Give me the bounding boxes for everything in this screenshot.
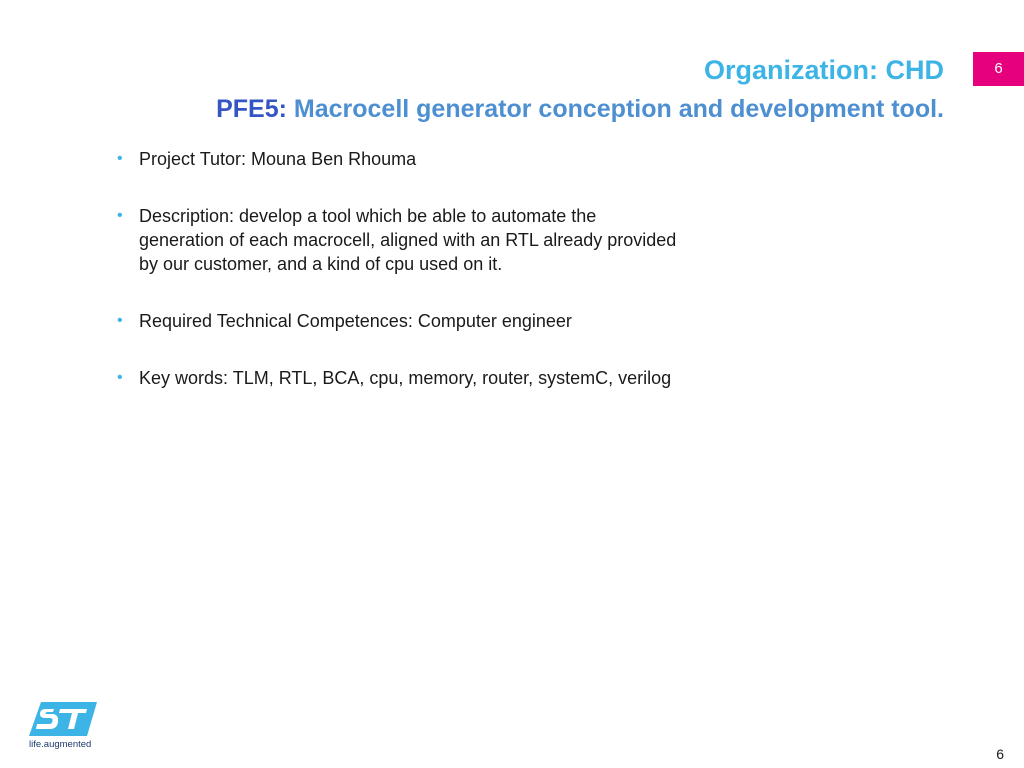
- bullet-item: [117, 309, 677, 333]
- bullet-item: [117, 204, 677, 276]
- st-logo: [27, 700, 99, 752]
- st-logo-icon: [27, 700, 97, 738]
- slide-subtitle: [216, 92, 944, 126]
- bullet-dot-icon: •: [117, 150, 123, 167]
- bullet-item: [117, 366, 677, 390]
- bullet-list: [117, 147, 677, 423]
- bullet-text: Key words: TLM, RTL, BCA, cpu, memory, router, systemC, verilog: [139, 368, 672, 388]
- bullet-dot-icon: •: [117, 312, 123, 329]
- bullet-item: [117, 147, 677, 171]
- bullet-text: Required Technical Competences: Computer engineer: [139, 311, 572, 331]
- slide-title: Organization: CHD: [704, 55, 944, 85]
- bullet-dot-icon: •: [117, 369, 123, 386]
- subtitle-text: Macrocell generator conception and development tool.: [286, 95, 944, 123]
- logo-tagline: life.augmented: [29, 739, 92, 750]
- slide-number-badge: 6: [973, 52, 1024, 86]
- bullet-dot-icon: •: [117, 207, 123, 224]
- subtitle-prefix: PFE5:: [216, 95, 287, 123]
- page-number: 6: [996, 746, 1004, 762]
- bullet-text: Description: develop a tool which be able to automate the generation of each macrocell, aligned with an RTL already provided by our customer, and a kind of cpu used on it.: [139, 206, 677, 274]
- bullet-text: Project Tutor: Mouna Ben Rhouma: [139, 149, 417, 169]
